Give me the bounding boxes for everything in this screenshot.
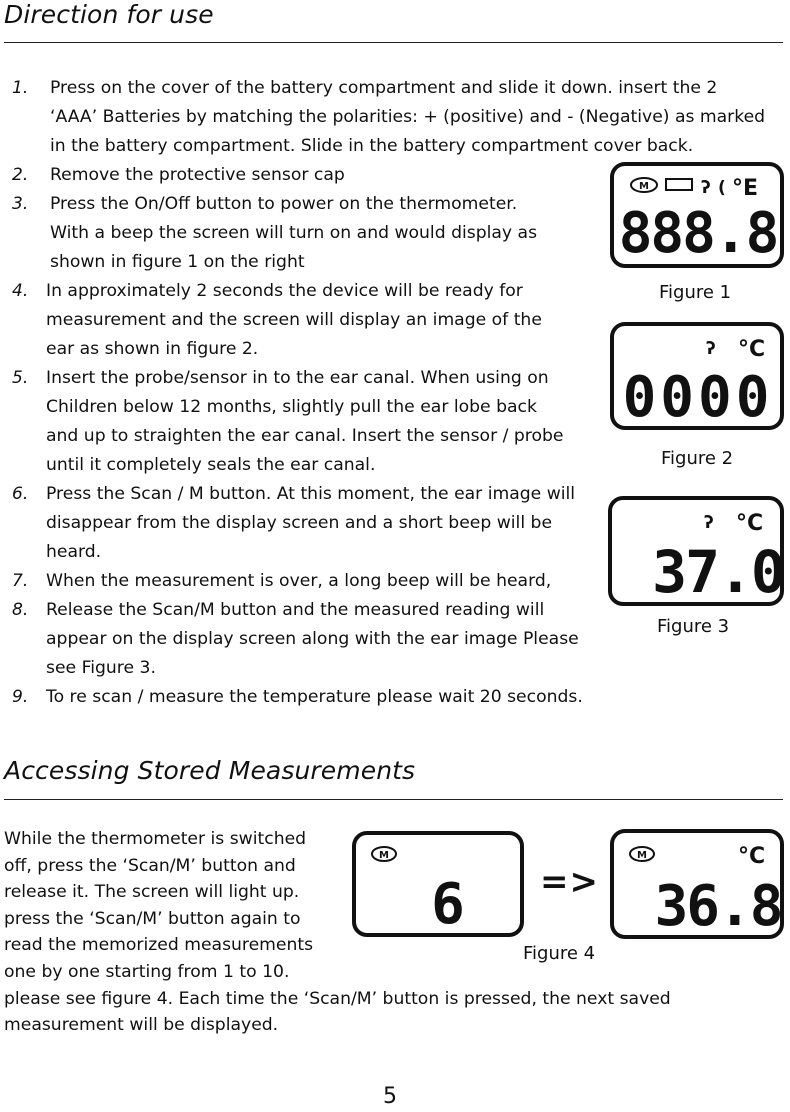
divider — [4, 42, 783, 43]
step-text-line: appear on the display screen along with the ear image Please — [46, 629, 579, 649]
step-text-line: ear as shown in figure 2. — [46, 339, 259, 359]
paragraph-line: off, press the ‘Scan/M’ button and — [4, 855, 296, 876]
step-text-line: measurement and the screen will display an image of the — [46, 310, 542, 330]
paragraph-line: read the memorized measurements — [4, 935, 314, 956]
step-number: 1. — [12, 78, 29, 98]
lcd-reading: 6 — [431, 872, 465, 937]
arrow-icon: => — [540, 862, 599, 902]
step-text-line: Insert the probe/sensor in to the ear canal. When using on — [46, 368, 549, 388]
section-title-accessing-stored-measurements: Accessing Stored Measurements — [4, 756, 416, 785]
ear-icon: ʔ — [706, 339, 716, 359]
step-text-line: Remove the protective sensor cap — [50, 165, 345, 185]
lcd-display-figure-4-right — [610, 829, 784, 939]
paragraph-line: please see figure 4. Each time the ‘Scan/M’ button is pressed, the next saved — [4, 988, 671, 1009]
memory-label: M — [637, 850, 647, 861]
instruction-step — [0, 277, 610, 364]
divider — [4, 799, 783, 800]
step-text-line: disappear from the display screen and a short beep will be — [46, 513, 553, 533]
lcd-display-figure-3 — [608, 496, 784, 606]
figure-2 — [610, 322, 784, 434]
memory-label: M — [639, 181, 649, 192]
instruction-step — [0, 683, 610, 712]
step-text-line: To re scan / measure the temperature please wait 20 seconds. — [46, 687, 583, 707]
lcd-reading: 37.0 — [652, 538, 784, 606]
unit-indicator: °E — [732, 176, 759, 201]
step-number: 7. — [12, 571, 29, 591]
step-text-line: see Figure 3. — [46, 658, 156, 678]
step-text-line: Children below 12 months, slightly pull the ear lobe back — [46, 397, 537, 417]
lcd-reading: 36.8 — [654, 874, 782, 939]
lcd-display-figure-2 — [610, 322, 784, 430]
instruction-step — [0, 364, 610, 480]
step-number: 5. — [12, 368, 29, 388]
step-number: 4. — [12, 281, 29, 301]
instruction-step — [0, 596, 610, 683]
figure-4-caption: Figure 4 — [523, 943, 596, 964]
step-number: 2. — [12, 165, 29, 185]
page-number: 5 — [383, 1084, 397, 1109]
figure-3 — [608, 496, 784, 610]
instruction-step — [0, 567, 610, 596]
ear-icon: ʔ — [704, 513, 714, 533]
instruction-step — [0, 74, 790, 161]
step-text-line: Press the On/Off button to power on the thermometer. — [50, 194, 518, 214]
figure-1-caption: Figure 1 — [659, 282, 732, 303]
section-title-direction-for-use: Direction for use — [4, 0, 214, 29]
step-text-line: Press on the cover of the battery compartment and slide it down. insert the 2 — [50, 78, 718, 98]
step-text-line: Press the Scan / M button. At this moment, the ear image will — [46, 484, 576, 504]
signal-icon: ( — [718, 178, 726, 198]
step-text-line: until it completely seals the ear canal. — [46, 455, 376, 475]
instruction-step — [0, 190, 610, 277]
ear-icon: ʔ — [701, 178, 711, 198]
step-text-line: and up to straighten the ear canal. Insert the sensor / probe — [46, 426, 564, 446]
unit-indicator: °C — [738, 337, 766, 362]
unit-indicator: °C — [736, 511, 764, 536]
lcd-reading: 888.8 — [618, 201, 778, 266]
step-number: 3. — [12, 194, 29, 214]
step-number: 8. — [12, 600, 29, 620]
memory-label: M — [379, 850, 389, 861]
paragraph-line: release it. The screen will light up. — [4, 882, 300, 903]
step-text-line: In approximately 2 seconds the device will be ready for — [46, 281, 523, 301]
lcd-display-figure-1 — [610, 162, 784, 268]
paragraph-line: one by one starting from 1 to 10. — [4, 961, 290, 982]
lcd-display-figure-4-left — [352, 831, 524, 937]
paragraph-line: While the thermometer is switched — [4, 829, 307, 849]
step-text-line: With a beep the screen will turn on and would display as — [50, 223, 538, 243]
instruction-step — [0, 161, 610, 190]
figure-3-caption: Figure 3 — [657, 616, 730, 637]
step-text-line: When the measurement is over, a long beep will be heard, — [46, 571, 552, 591]
figure-2-caption: Figure 2 — [661, 448, 734, 469]
figure-4-memory-index — [352, 831, 524, 941]
lcd-reading: 0000 — [622, 365, 774, 430]
step-number: 9. — [12, 687, 29, 707]
stored-measurements-paragraph — [4, 826, 671, 1039]
paragraph-line: press the ‘Scan/M’ button again to — [4, 908, 301, 929]
paragraph-line: measurement will be displayed. — [4, 1015, 279, 1036]
figure-4-stored-reading — [610, 829, 784, 943]
instruction-step — [0, 480, 610, 567]
step-number: 6. — [12, 484, 29, 504]
step-text-line: Release the Scan/M button and the measured reading will — [46, 600, 545, 620]
figure-1 — [610, 162, 784, 272]
step-text-line: shown in figure 1 on the right — [50, 252, 305, 272]
step-text-line: ‘AAA’ Batteries by matching the polarities: + (positive) and - (Negative) as marked — [50, 107, 766, 127]
step-text-line: in the battery compartment. Slide in the battery compartment cover back. — [50, 136, 694, 156]
step-text-line: heard. — [46, 542, 102, 562]
unit-indicator: °C — [738, 844, 766, 869]
